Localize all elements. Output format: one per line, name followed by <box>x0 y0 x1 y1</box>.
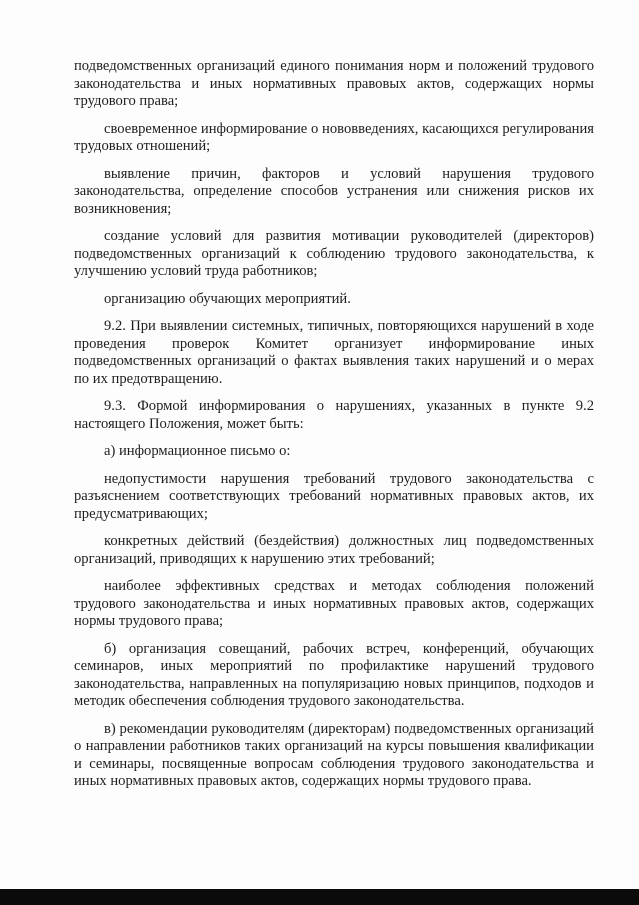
paragraph-motivation-conditions: создание условий для развития мотивации руководителей (директоров) подведомственных организаций к соблюдению трудового законодательства, к улучшению условий труда работников; <box>74 228 594 279</box>
paragraph-effective-methods: наиболее эффективных средствах и методах соблюдения положений трудового законодательства и иных нормативных правовых актов, содержащих нормы трудового права; <box>74 578 594 629</box>
paragraph-section-9-3: 9.3. Формой информирования о нарушениях, указанных в пункте 9.2 настоящего Положения, может быть: <box>74 398 594 432</box>
paragraph-continuation: подведомственных организаций единого понимания норм и положений трудового законодательства и иных нормативных правовых актов, содержащих нормы трудового права; <box>74 58 594 109</box>
paragraph-item-b: б) организация совещаний, рабочих встреч, конференций, обучающих семинаров, иных мероприятий по профилактике нарушений трудового законодательства, направленных на популяризацию новых принципов, подходов и методик обеспечения соблюдения трудового законодательства. <box>74 640 594 709</box>
paragraph-timely-informing: своевременное информирование о нововведениях, касающихся регулирования трудовых отношений; <box>74 120 594 154</box>
paragraph-identifying-causes: выявление причин, факторов и условий нарушения трудового законодательства, определение способов устранения или снижения рисков их возникновения; <box>74 165 594 217</box>
paragraph-item-a: а) информационное письмо о: <box>104 443 291 459</box>
paragraph-specific-actions: конкретных действий (бездействия) должностных лиц подведомственных организаций, приводящих к нарушению этих требований; <box>74 533 594 567</box>
scan-bottom-edge <box>0 889 639 905</box>
paragraph-inadmissibility: недопустимости нарушения требований трудового законодательства с разъяснением соответствующих требований нормативных правовых актов, их предусматривающих; <box>74 470 594 522</box>
document-body <box>74 58 594 801</box>
paragraph-section-9-2: 9.2. При выявлении системных, типичных, повторяющихся нарушений в ходе проведения проверок Комитет организует информирование иных подведомственных организаций о фактах выявления таких нарушений и о мерах по их предотвращению. <box>74 318 594 387</box>
paragraph-item-v: в) рекомендации руководителям (директорам) подведомственных организаций о направлении работников таких организаций на курсы повышения квалификации и семинары, посвященные вопросам соблюдения трудового законодательства и иных нормативных правовых актов, содержащих нормы трудового права. <box>74 720 594 789</box>
paragraph-training-events: организацию обучающих мероприятий. <box>104 290 351 307</box>
